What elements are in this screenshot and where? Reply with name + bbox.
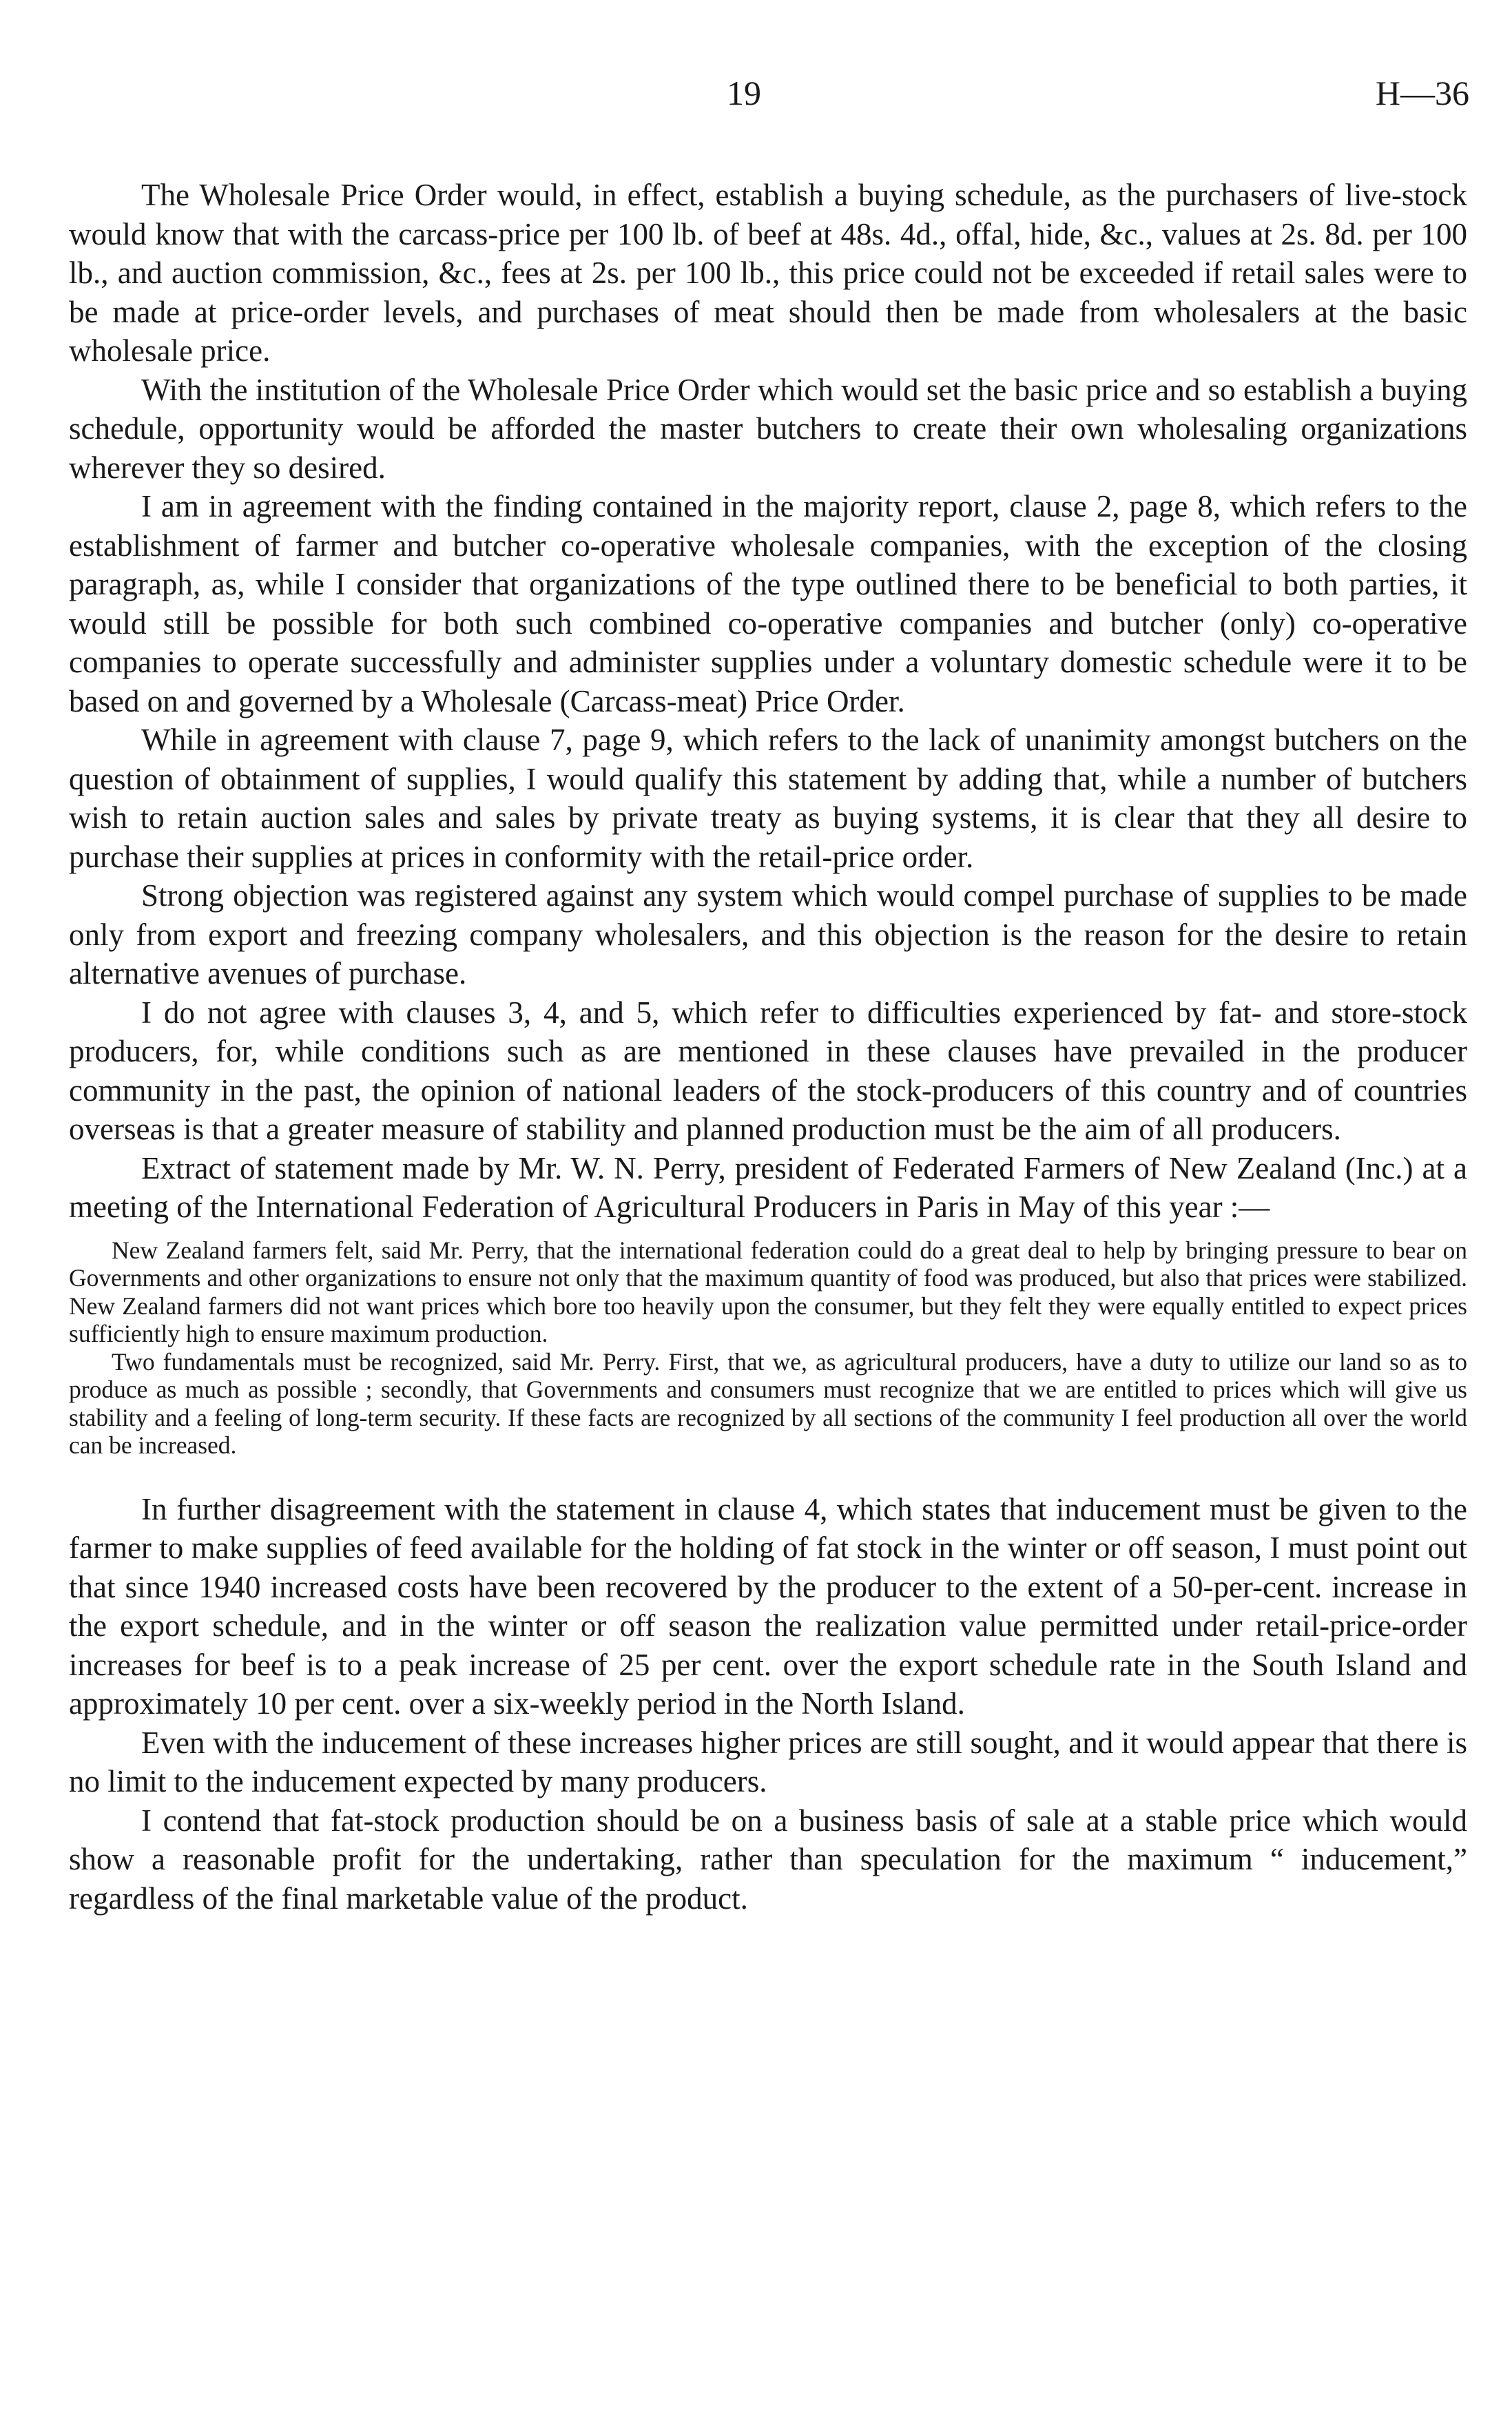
quote-paragraph: New Zealand farmers felt, said Mr. Perry, that the international federation could do a great deal to help by bringing pressure to bear on Governments and other organizations to ensure not only that the maximum quantity of food was produced, but also that prices were stabilized. New Zealand farmers did not want prices which bore too heavily upon the consumer, but they felt they were equally entitled to expect prices sufficiently high to ensure maximum production. [69, 1236, 1467, 1347]
document-code: H—36 [1375, 74, 1469, 112]
paragraph: While in agreement with clause 7, page 9, which refers to the lack of unanimity amongst butchers on the question of obtainment of supplies, I would qualify this statement by adding that, while a number of butchers wish to retain auction sales and sales by private treaty as buying systems, it is clear that they all desire to purchase their supplies at prices in conformity with the retail-price order. [69, 723, 1467, 874]
paragraph: I contend that fat-stock production should be on a business basis of sale at a stable price which would show a reasonable profit for the undertaking, rather than speculation for the maximum “ inducement,” regardless of the final marketable value of the product. [69, 1803, 1467, 1916]
block-quote [69, 1236, 1467, 1460]
paragraph: With the institution of the Wholesale Price Order which would set the basic price and so establish a buying schedule, opportunity would be afforded the master butchers to create their own wholesaling organizations wherever they so desired. [69, 372, 1467, 485]
paragraph: Strong objection was registered against any system which would compel purchase of supplies to be made only from export and freezing company wholesalers, and this objection is the reason for the desire to retain alternative avenues of purchase. [69, 878, 1467, 991]
quote-paragraph: Two fundamentals must be recognized, said Mr. Perry. First, that we, as agricultural producers, have a duty to utilize our land so as to produce as much as possible ; secondly, that Governments and consumers must recognize that we are entitled to prices which will give us stability and a feeling of long-term security. If these facts are recognized by all sections of the community I feel production all over the world can be increased. [69, 1347, 1467, 1459]
paragraph: The Wholesale Price Order would, in effect, establish a buying schedule, as the purchasers of live-stock would know that with the carcass-price per 100 lb. of beef at 48s. 4d., offal, hide, &c., values at 2s. 8d. per 100 lb., and auction commission, &c., fees at 2s. per 100 lb., this price could not be exceeded if retail sales were to be made at price-order levels, and purchases of meat should then be made from wholesalers at the basic wholesale price. [69, 178, 1467, 368]
paragraph: I am in agreement with the finding contained in the majority report, clause 2, page 8, which refers to the establishment of farmer and butcher co-operative wholesale companies, with the exception of the closing paragraph, as, while I consider that organizations of the type outlined there to be beneficial to both parties, it would still be possible for both such combined co-operative companies and butcher (only) co-operative companies to operate successfully and administer supplies under a voluntary domestic schedule were it to be based on and governed by a Wholesale (Carcass-meat) Price Order. [69, 489, 1467, 718]
page-number: 19 [727, 74, 761, 112]
paragraph: I do not agree with clauses 3, 4, and 5, which refer to difficulties experienced by fat- and store-stock producers, for, while conditions such as are mentioned in these clauses have prevailed in the producer community in the past, the opinion of national leaders of the stock-producers of this country and of countries overseas is that a greater measure of stability and planned production must be the aim of all producers. [69, 995, 1467, 1146]
paragraph: Extract of statement made by Mr. W. N. Perry, president of Federated Farmers of New Zealand (Inc.) at a meeting of the International Federation of Agricultural Producers in Paris in May of this year :— [69, 1150, 1467, 1224]
paragraph: Even with the inducement of these increases higher prices are still sought, and it would appear that there is no limit to the inducement expected by many producers. [69, 1725, 1467, 1799]
body-text [69, 176, 1467, 1918]
section-spacer [69, 1460, 1467, 1490]
paragraph: In further disagreement with the statement in clause 4, which states that inducement must be given to the farmer to make supplies of feed available for the holding of fat stock in the winter or off season, I must point out that since 1940 increased costs have been recovered by the producer to the extent of a 50-per-cent. increase in the export schedule, and in the winter or off season the realization value permitted under retail-price-order increases for beef is to a peak increase of 25 per cent. over the export schedule rate in the South Island and approximately 10 per cent. over a six-weekly period in the North Island. [69, 1491, 1467, 1721]
page-header [0, 72, 1512, 134]
